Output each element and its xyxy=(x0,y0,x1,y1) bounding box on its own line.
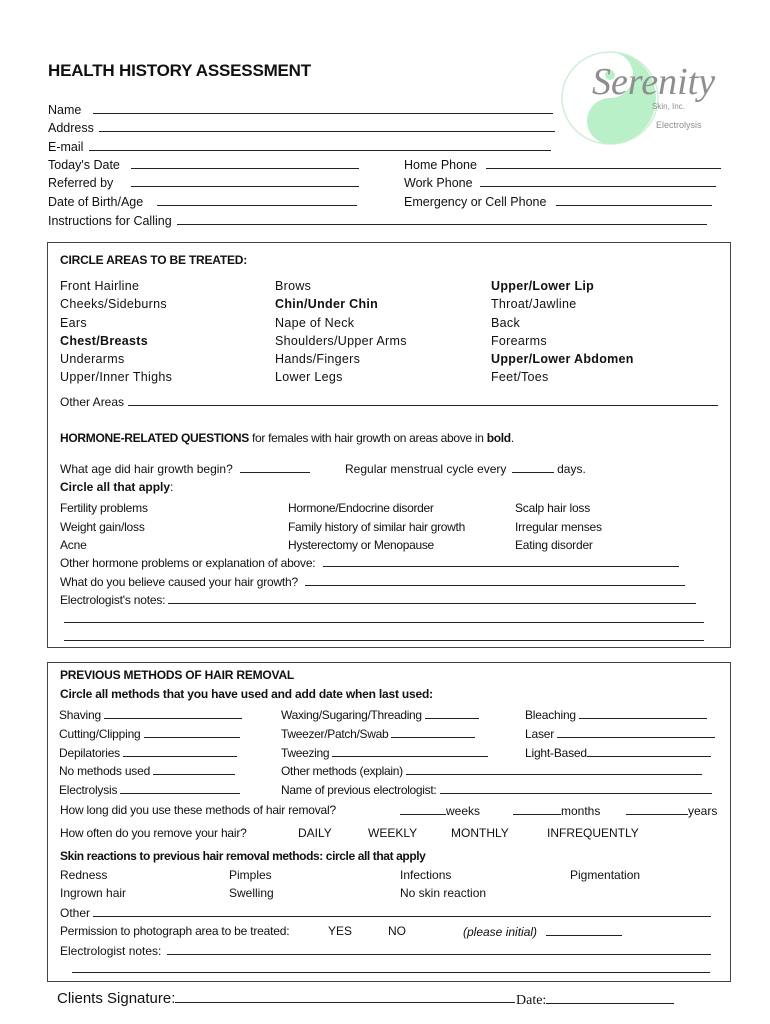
area-option[interactable]: Nape of Neck xyxy=(275,315,355,330)
area-option[interactable]: Back xyxy=(491,315,520,330)
emergency-phone-row xyxy=(404,194,712,210)
hormone-notes-field[interactable] xyxy=(168,592,696,604)
method-date-field[interactable] xyxy=(425,707,479,719)
method-option: Shaving xyxy=(59,706,242,725)
hormone-col2 xyxy=(288,499,465,555)
areas-heading: CIRCLE AREAS TO BE TREATED: xyxy=(60,253,248,267)
method-option: No methods used xyxy=(59,762,242,781)
methods-notes-row xyxy=(60,943,711,958)
freq-option-infrequently[interactable]: INFREQUENTLY xyxy=(547,826,639,840)
skin-option-ingrown[interactable]: Ingrown hair xyxy=(60,886,127,900)
cause-label: What do you believe caused your hair growth? xyxy=(60,575,299,589)
hormone-notes-row xyxy=(60,592,696,607)
skin-option-infections[interactable]: Infections xyxy=(400,868,452,882)
area-option[interactable]: Hands/Fingers xyxy=(275,352,361,367)
area-option[interactable]: Forearms xyxy=(491,333,547,348)
how-long-question: How long did you use these methods of hair removal? xyxy=(60,803,336,817)
areas-col3 xyxy=(491,277,634,387)
email-label: E-mail xyxy=(48,140,84,154)
name-row xyxy=(48,102,553,118)
home-phone-row xyxy=(404,157,721,173)
area-option[interactable]: Feet/Toes xyxy=(491,370,549,385)
methods-notes-field[interactable] xyxy=(167,943,711,955)
logo-subtext: Skin, Inc. xyxy=(652,102,685,111)
initial-label: (please initial) xyxy=(463,925,538,939)
years-field[interactable] xyxy=(626,803,688,815)
skin-option-redness[interactable]: Redness xyxy=(60,868,108,882)
method-option: Tweezing xyxy=(281,744,712,763)
age-question-label: What age did hair growth begin? xyxy=(60,462,233,476)
methods-notes-label: Electrologist notes: xyxy=(60,944,162,958)
hormone-option[interactable]: Irregular menses xyxy=(515,519,602,534)
area-option[interactable]: Lower Legs xyxy=(275,370,343,385)
permission-question: Permission to photograph area to be treated: xyxy=(60,924,290,938)
other-problems-field[interactable] xyxy=(323,555,679,567)
initial-field[interactable] xyxy=(546,924,622,936)
signature-label: Clients Signature: xyxy=(57,990,176,1007)
years-label: years xyxy=(688,804,718,818)
months-row xyxy=(513,803,600,818)
skin-other-label: Other xyxy=(60,906,91,920)
date-field[interactable] xyxy=(546,991,674,1004)
work-phone-field[interactable] xyxy=(480,175,716,187)
methods-col1 xyxy=(59,706,242,800)
method-date-field[interactable] xyxy=(144,726,240,738)
method-explain-field[interactable] xyxy=(406,763,702,775)
areas-col2 xyxy=(275,277,407,387)
area-option[interactable]: Chest/Breasts xyxy=(60,333,148,348)
method-date-field[interactable] xyxy=(332,745,488,757)
referred-row xyxy=(48,175,359,191)
referred-label: Referred by xyxy=(48,176,114,190)
months-field[interactable] xyxy=(513,803,561,815)
dob-row xyxy=(48,194,357,210)
todays-date-field[interactable] xyxy=(131,157,359,169)
method-date-field[interactable] xyxy=(123,745,237,757)
dob-field[interactable] xyxy=(157,194,357,206)
circle-all-label: Circle all that apply: xyxy=(60,480,174,494)
todays-date-label: Today's Date xyxy=(48,158,120,172)
permission-no[interactable]: NO xyxy=(388,924,406,938)
area-option[interactable]: Chin/Under Chin xyxy=(275,297,379,312)
date-row xyxy=(516,991,674,1009)
previous-electrologist-field[interactable] xyxy=(440,782,712,794)
hormone-option[interactable]: Fertility problems xyxy=(60,501,148,515)
hormone-option[interactable]: Hormone/Endocrine disorder xyxy=(288,501,434,515)
cycle-question-label: Regular menstrual cycle every xyxy=(345,462,507,476)
method-date-field[interactable] xyxy=(104,707,242,719)
method-date-field[interactable] xyxy=(153,763,235,775)
methods-col3 xyxy=(525,706,715,762)
referred-field[interactable] xyxy=(131,175,359,187)
cycle-question-row xyxy=(345,461,586,476)
age-field[interactable] xyxy=(240,461,310,473)
cause-field[interactable] xyxy=(305,574,685,586)
other-problems-label: Other hormone problems or explanation of above: xyxy=(60,556,316,570)
home-phone-field[interactable] xyxy=(486,157,721,169)
page-title: HEALTH HISTORY ASSESSMENT xyxy=(48,61,311,80)
skin-option-swelling[interactable]: Swelling xyxy=(229,886,274,900)
method-option: Depilatories xyxy=(59,744,242,763)
how-often-question: How often do you remove your hair? xyxy=(60,826,247,840)
method-option: Light-Based xyxy=(525,744,715,763)
skin-reactions-heading: Skin reactions to previous hair removal methods: circle all that apply xyxy=(60,849,426,863)
hormone-option[interactable]: Hysterectomy or Menopause xyxy=(288,538,434,552)
method-date-field[interactable] xyxy=(557,726,715,738)
method-date-field[interactable] xyxy=(579,707,707,719)
other-areas-row xyxy=(60,394,718,409)
freq-option-weekly[interactable]: WEEKLY xyxy=(368,826,418,840)
area-option[interactable]: Front Hairline xyxy=(60,279,140,293)
methods-notes-line-2[interactable] xyxy=(72,972,710,973)
signature-field[interactable] xyxy=(175,989,515,1003)
hormone-option[interactable]: Weight gain/loss xyxy=(60,519,145,534)
freq-option-monthly[interactable]: MONTHLY xyxy=(451,826,509,840)
other-areas-field[interactable] xyxy=(128,394,718,406)
permission-yes[interactable]: YES xyxy=(328,924,353,938)
area-option[interactable]: Ears xyxy=(60,315,87,330)
work-phone-row xyxy=(404,175,716,191)
hormone-option[interactable]: Scalp hair loss xyxy=(515,501,591,515)
method-date-field[interactable] xyxy=(391,726,475,738)
area-option[interactable]: Throat/Jawline xyxy=(491,297,577,312)
hormone-notes-line-3[interactable] xyxy=(64,640,704,641)
weeks-label: weeks xyxy=(446,804,481,818)
cycle-field[interactable] xyxy=(512,461,554,473)
cause-row xyxy=(60,574,685,589)
hormone-option[interactable]: Acne xyxy=(60,538,87,552)
hormone-col1 xyxy=(60,499,148,555)
instructions-label: Instructions for Calling xyxy=(48,214,172,228)
logo-text: Serenity xyxy=(592,61,716,103)
hormone-col3 xyxy=(515,499,602,555)
method-option: Name of previous electrologist: xyxy=(281,781,712,800)
date-label: Date: xyxy=(516,993,547,1008)
area-option[interactable]: Upper/Lower Lip xyxy=(491,279,595,293)
weeks-row xyxy=(400,803,480,818)
methods-subheading: Circle all methods that you have used and add date when last used: xyxy=(60,687,433,701)
emergency-phone-label: Emergency or Cell Phone xyxy=(404,195,547,209)
age-question-row xyxy=(60,461,310,476)
skin-option-pimples[interactable]: Pimples xyxy=(229,868,272,882)
hormone-heading: HORMONE-RELATED QUESTIONS for females with hair growth on areas above in bold. xyxy=(60,431,514,445)
logo-tagline: Electrolysis xyxy=(656,120,702,130)
areas-col1 xyxy=(60,277,172,387)
address-label: Address xyxy=(48,121,94,135)
cycle-unit: days. xyxy=(557,462,586,476)
hormone-notes-line-2[interactable] xyxy=(64,622,704,623)
initial-row xyxy=(463,924,622,939)
skin-option-no-reaction[interactable]: No skin reaction xyxy=(400,886,487,900)
method-option: Tweezer/Patch/Swab xyxy=(281,725,712,744)
home-phone-label: Home Phone xyxy=(404,158,477,172)
email-field[interactable] xyxy=(89,139,551,151)
method-option: Bleaching xyxy=(525,706,715,725)
work-phone-label: Work Phone xyxy=(404,176,473,190)
dob-label: Date of Birth/Age xyxy=(48,195,144,209)
skin-other-field[interactable] xyxy=(93,905,711,917)
methods-heading: PREVIOUS METHODS OF HAIR REMOVAL xyxy=(60,668,295,682)
other-problems-row xyxy=(60,555,679,570)
method-date-field[interactable] xyxy=(120,782,240,794)
address-field[interactable] xyxy=(99,120,555,132)
freq-option-daily[interactable]: DAILY xyxy=(298,826,332,840)
skin-option-pigmentation[interactable]: Pigmentation xyxy=(570,868,641,882)
area-option[interactable]: Upper/Inner Thighs xyxy=(60,370,173,385)
email-row xyxy=(48,139,551,155)
other-areas-label: Other Areas xyxy=(60,395,125,409)
method-option: Electrolysis xyxy=(59,781,242,800)
method-date-field[interactable] xyxy=(587,745,711,757)
hormone-notes-label: Electrologist's notes: xyxy=(60,593,166,607)
method-option: Laser xyxy=(525,725,715,744)
method-option: Cutting/Clipping xyxy=(59,725,242,744)
signature-row xyxy=(57,989,515,1007)
method-option: Other methods (explain) xyxy=(281,762,712,781)
instructions-field[interactable] xyxy=(177,213,707,225)
weeks-field[interactable] xyxy=(400,803,446,815)
address-row xyxy=(48,120,555,136)
instructions-row xyxy=(48,213,707,229)
area-option[interactable]: Shoulders/Upper Arms xyxy=(275,333,407,348)
name-label: Name xyxy=(48,103,82,117)
emergency-phone-field[interactable] xyxy=(556,194,712,206)
months-label: months xyxy=(561,804,601,818)
area-option[interactable]: Upper/Lower Abdomen xyxy=(491,352,634,367)
area-option[interactable]: Brows xyxy=(275,279,312,293)
area-option[interactable]: Cheeks/Sideburns xyxy=(60,297,167,312)
area-option[interactable]: Underarms xyxy=(60,352,125,367)
method-option: Waxing/Sugaring/Threading xyxy=(281,706,712,725)
hormone-option[interactable]: Eating disorder xyxy=(515,538,593,552)
years-row xyxy=(626,803,717,818)
skin-other-row xyxy=(60,905,711,920)
name-field[interactable] xyxy=(93,102,553,114)
hormone-option[interactable]: Family history of similar hair growth xyxy=(288,519,465,534)
todays-date-row xyxy=(48,157,359,173)
company-logo xyxy=(556,50,726,146)
